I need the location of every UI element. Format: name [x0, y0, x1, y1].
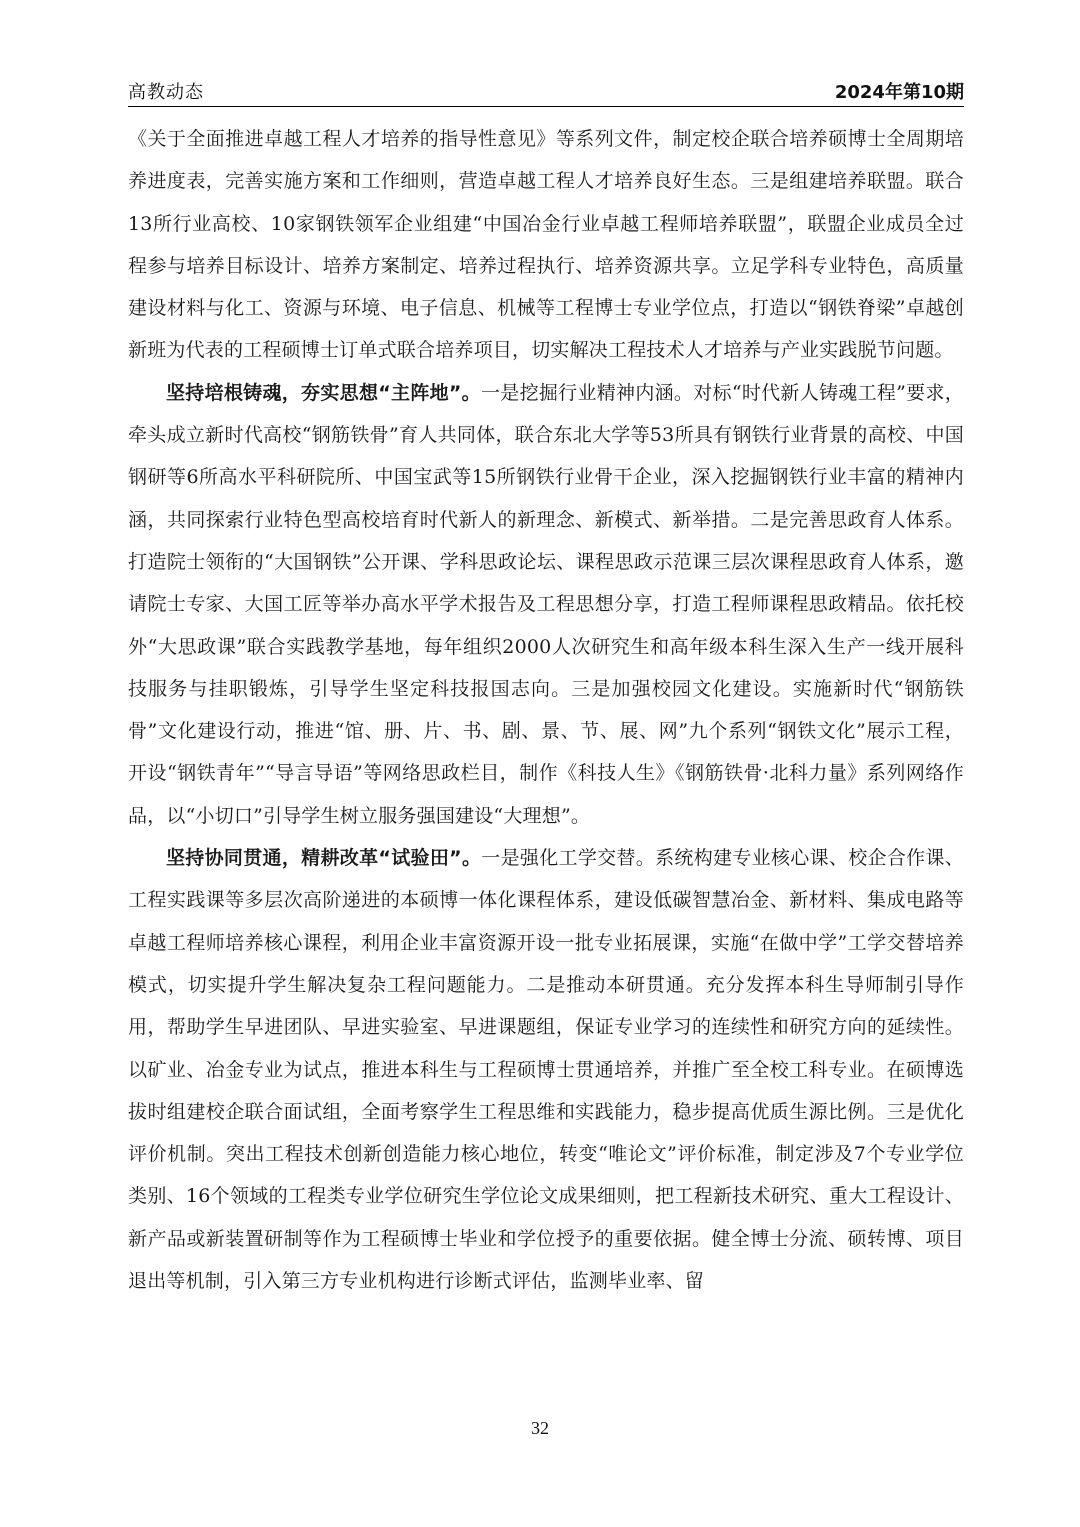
paragraph-lead: 坚持协同贯通，精耕改革“试验田”。	[166, 847, 482, 870]
paragraph-3	[128, 837, 964, 1302]
paragraph-text: 一是强化工学交替。系统构建专业核心课、校企合作课、工程实践课等多层次高阶递进的本硕博一体化课程体系，建设低碳智慧冶金、新材料、集成电路等卓越工程师培养核心课程，利用企业丰富资源开设一批专业拓展课，实施“在做中学”工学交替培养模式，切实提升学生解决复杂工程问题能力。二是推动本研贯通。充分发挥本科生导师制引导作用，帮助学生早进团队、早进实验室、早进课题组，保证专业学习的连续性和研究方向的延续性。以矿业、冶金专业为试点，推进本科生与工程硕博士贯通培养，并推广至全校工科专业。在硕博选拔时组建校企联合面试组，全面考察学生工程思维和实践能力，稳步提高优质生源比例。三是优化评价机制。突出工程技术创新创造能力核心地位，转变“唯论文”评价标准，制定涉及7个专业学位类别、16个领域的工程类专业学位研究生学位论文成果细则，把工程新技术研究、重大工程设计、新产品或新装置研制等作为工程硕博士毕业和学位授予的重要依据。健全博士分流、硕转博、项目退出等机制，引入第三方专业机构进行诊断式评估，监测毕业率、留	[128, 847, 964, 1293]
paragraph-text: 《关于全面推进卓越工程人才培养的指导性意见》等系列文件，制定校企联合培养硕博士全周期培养进度表，完善实施方案和工作细则，营造卓越工程人才培养良好生态。三是组建培养联盟。联合13所行业高校、10家钢铁领军企业组建“中国冶金行业卓越工程师培养联盟”，联盟企业成员全过程参与培养目标设计、培养方案制定、培养过程执行、培养资源共享。立足学科专业特色，高质量建设材料与化工、资源与环境、电子信息、机械等工程博士专业学位点，打造以“钢铁脊梁”卓越创新班为代表的工程硕博士订单式联合培养项目，切实解决工程技术人才培养与产业实践脱节问题。	[128, 128, 964, 362]
page-number: 32	[531, 1418, 549, 1438]
paragraph-2	[128, 372, 964, 837]
paragraph-lead: 坚持培根铸魂，夯实思想“主阵地”。	[166, 381, 481, 404]
article-body	[128, 118, 964, 1302]
journal-name: 高教动态	[128, 82, 204, 103]
paragraph-1	[128, 118, 964, 372]
issue-label: 2024年第10期	[834, 82, 964, 103]
page-header	[128, 76, 964, 107]
paragraph-text: 一是挖掘行业精神内涵。对标“时代新人铸魂工程”要求，牵头成立新时代高校“钢筋铁骨”育人共同体，联合东北大学等53所具有钢铁行业背景的高校、中国钢研等6所高水平科研院所、中国宝武等15所钢铁行业骨干企业，深入挖掘钢铁行业丰富的精神内涵，共同探索行业特色型高校培育时代新人的新理念、新模式、新举措。二是完善思政育人体系。打造院士领衔的“大国钢铁”公开课、学科思政论坛、课程思政示范课三层次课程思政育人体系，邀请院士专家、大国工匠等举办高水平学术报告及工程思想分享，打造工程师课程思政精品。依托校外“大思政课”联合实践教学基地，每年组织2000人次研究生和高年级本科生深入生产一线开展科技服务与挂职锻炼，引导学生坚定科技报国志向。三是加强校园文化建设。实施新时代“钢筋铁骨”文化建设行动，推进“馆、册、片、书、剧、景、节、展、网”九个系列“钢铁文化”展示工程，开设“钢铁青年”“导言导语”等网络思政栏目，制作《科技人生》《钢筋铁骨·北科力量》系列网络作品，以“小切口”引导学生树立服务强国建设“大理想”。	[128, 381, 964, 827]
